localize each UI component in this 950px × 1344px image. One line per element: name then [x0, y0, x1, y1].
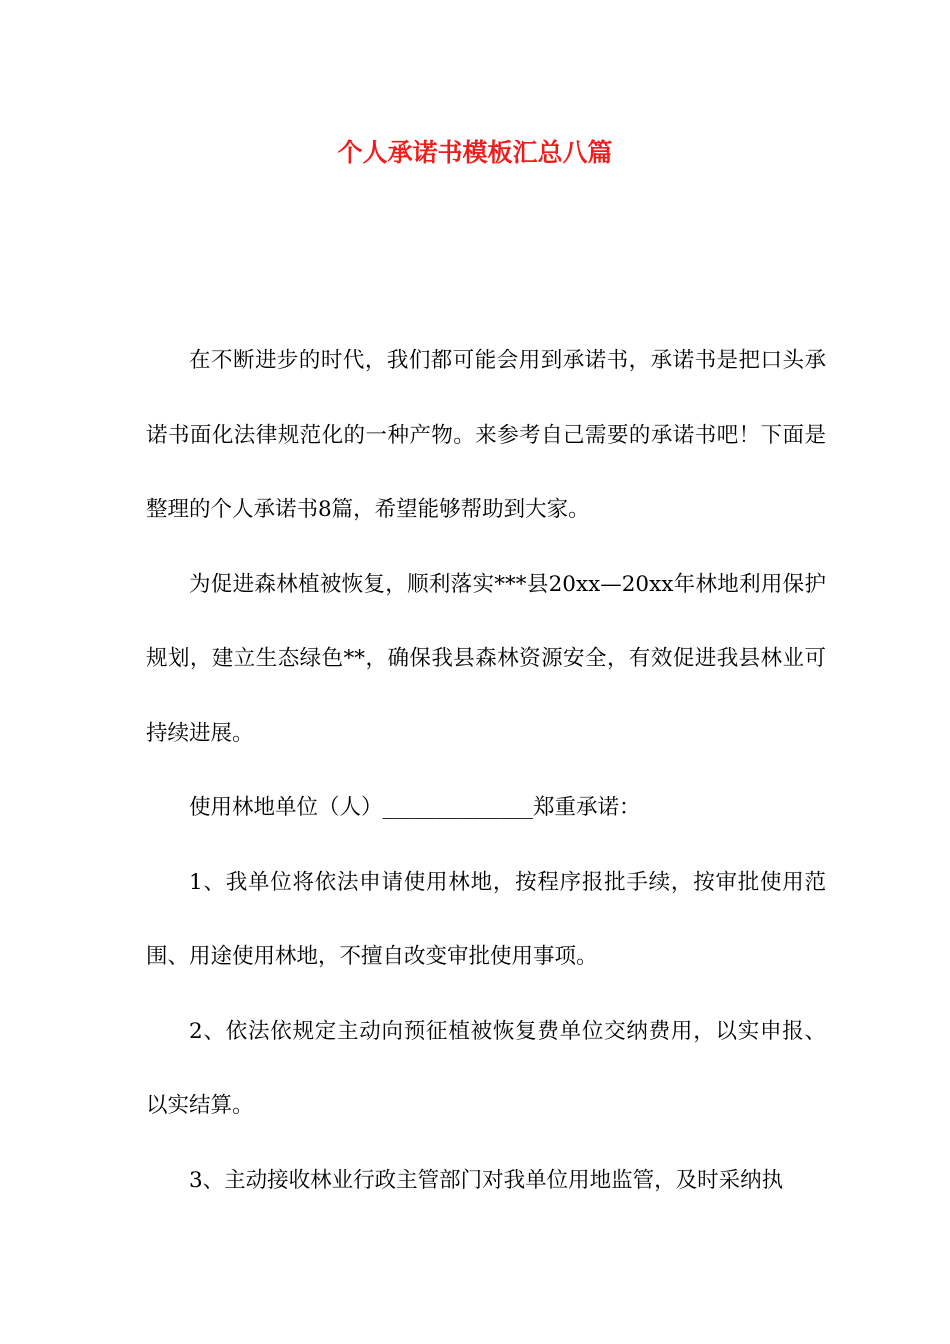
purpose-paragraph: 为促进森林植被恢复，顺利落实***县20xx—20xx年林地利用保护规划，建立生态绿色**，确保我县森林资源安全，有效促进我县林业可持续进展。: [146, 571, 826, 746]
document-body: [146, 324, 826, 1218]
intro-paragraph: 在不断进步的时代，我们都可能会用到承诺书，承诺书是把口头承诺书面化法律规范化的一种产物。来参考自己需要的承诺书吧！下面是整理的个人承诺书8篇，希望能够帮助到大家。: [146, 348, 826, 522]
pledge-item-3: 3、主动接收林业行政主管部门对我单位用地监管，及时采纳执: [189, 1167, 784, 1193]
pledge-statement: 使用林地单位（人）______________郑重承诺：: [189, 795, 641, 820]
pledge-item-2: 2、依法依规定主动向预征植被恢复费单位交纳费用，以实申报、以实结算。: [146, 1018, 826, 1118]
pledge-item-1: 1、我单位将依法申请使用林地，按程序报批手续，按审批使用范围、用途使用林地，不擅自改变审批使用事项。: [146, 869, 826, 969]
document-title: 个人承诺书模板汇总八篇: [337, 138, 613, 167]
